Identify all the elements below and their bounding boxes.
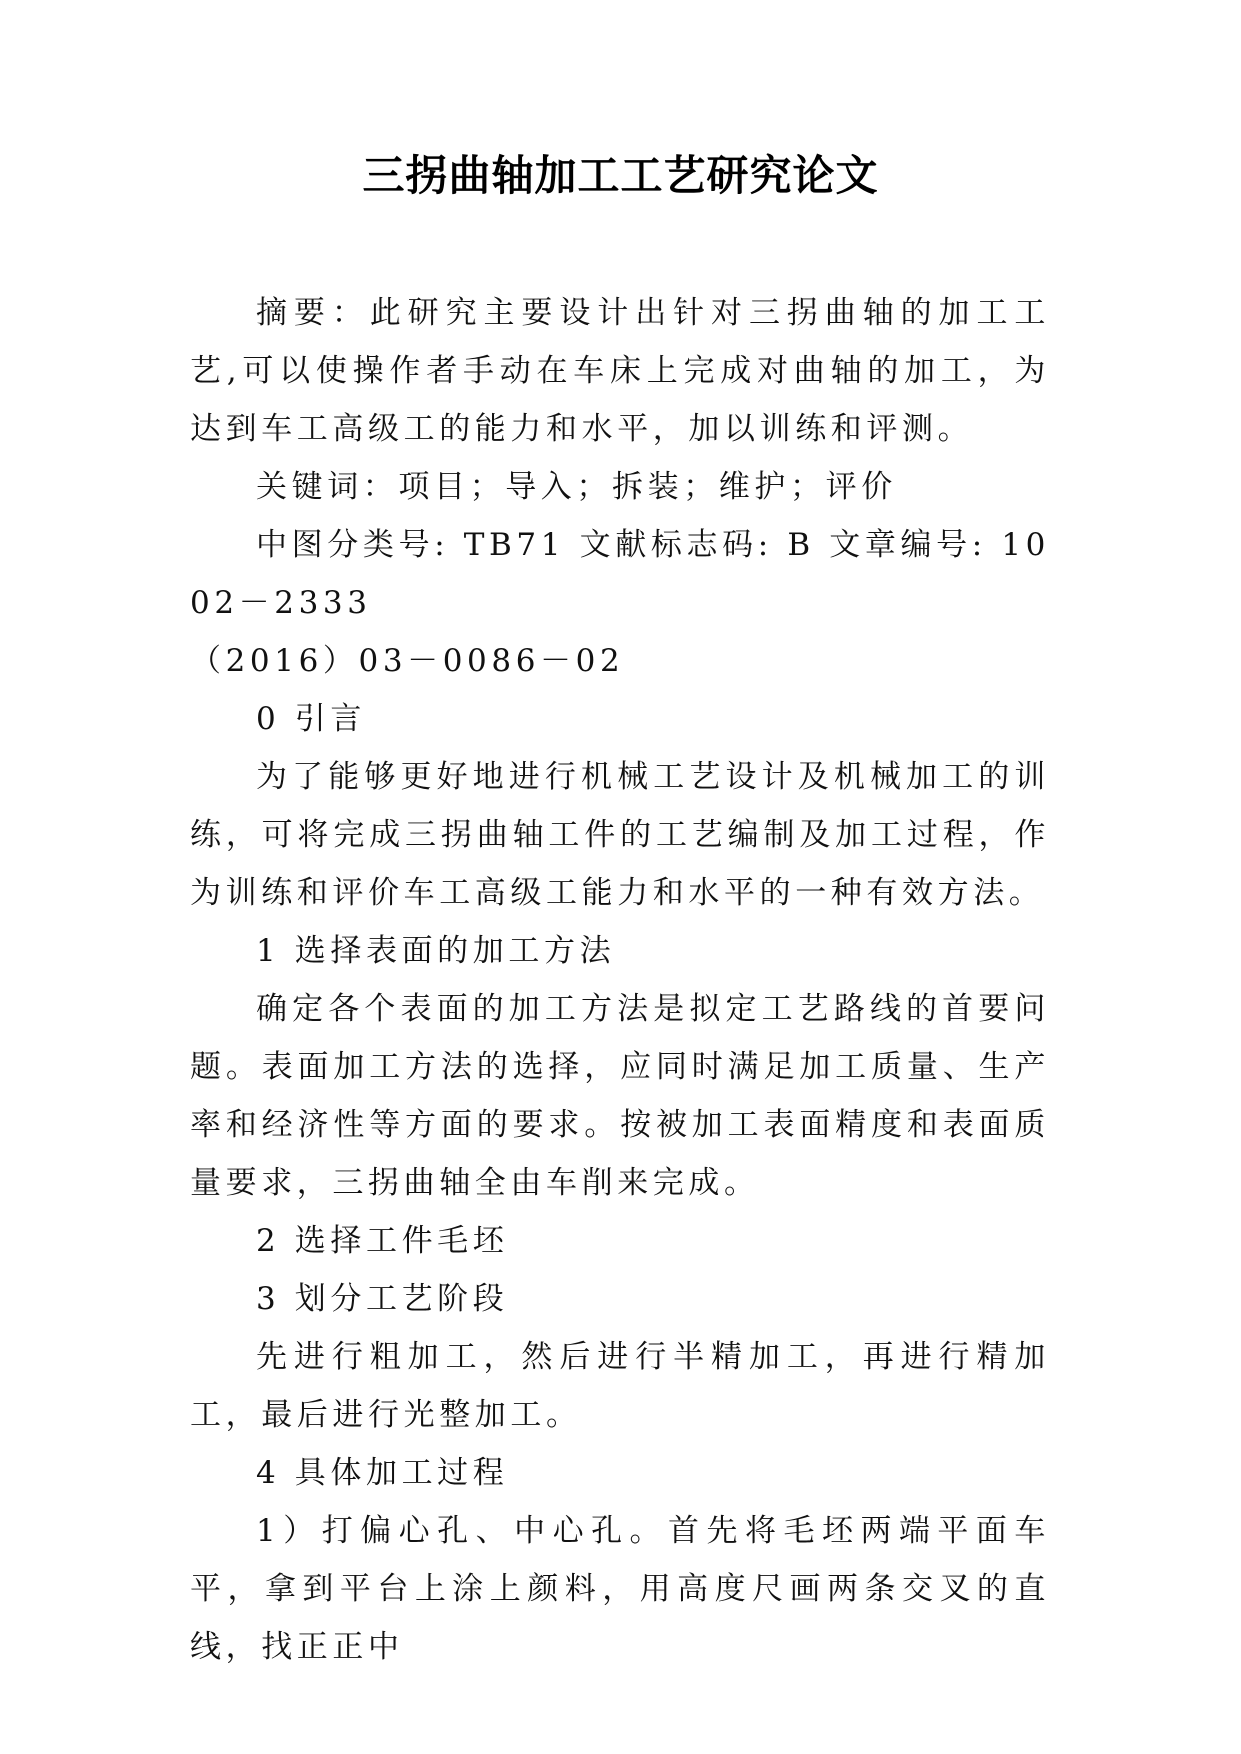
section-1-paragraph: 确定各个表面的加工方法是拟定工艺路线的首要问题。表面加工方法的选择，应同时满足加工质量、生产率和经济性等方面的要求。按被加工表面精度和表面质量要求，三拐曲轴全由车削来完成。 [190, 991, 1050, 1201]
classification-continuation: （2016）03－0086－02 [190, 643, 625, 679]
document-body [190, 284, 1050, 1676]
introduction-paragraph: 为了能够更好地进行机械工艺设计及机械加工的训练，可将完成三拐曲轴工件的工艺编制及加工过程，作为训练和评价车工高级工能力和水平的一种有效方法。 [190, 759, 1050, 911]
section-heading-3: 3 划分工艺阶段 [256, 1281, 509, 1317]
section-heading-2: 2 选择工件毛坯 [256, 1223, 509, 1259]
document-title: 三拐曲轴加工工艺研究论文 [362, 151, 879, 200]
keywords-paragraph: 关键词：项目；导入；拆装；维护；评价 [256, 469, 897, 505]
classification-paragraph: 中图分类号: TB71 文献标志码: B 文章编号: 1002－2333 [190, 527, 1050, 621]
section-heading-4: 4 具体加工过程 [256, 1455, 509, 1491]
abstract-paragraph: 摘要：此研究主要设计出针对三拐曲轴的加工工艺,可以使操作者手动在车床上完成对曲轴的加工，为达到车工高级工的能力和水平，加以训练和评测。 [190, 295, 1050, 447]
section-heading-1: 1 选择表面的加工方法 [256, 933, 616, 969]
section-4-step-1-paragraph: 1）打偏心孔、中心孔。首先将毛坯两端平面车平，拿到平台上涂上颜料，用高度尺画两条交叉的直线，找正正中 [190, 1513, 1050, 1665]
section-3-paragraph: 先进行粗加工，然后进行半精加工，再进行精加工，最后进行光整加工。 [190, 1339, 1050, 1433]
section-heading-introduction: 0 引言 [256, 701, 366, 737]
